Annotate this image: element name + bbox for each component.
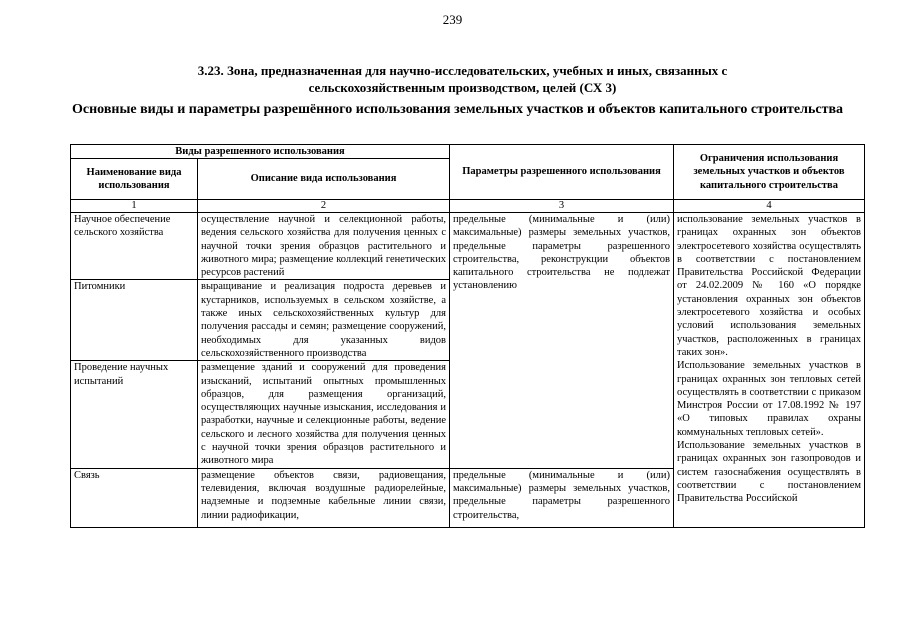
table-row <box>71 213 865 280</box>
use-description <box>198 468 450 527</box>
use-restrictions <box>674 213 865 528</box>
use-description-text: размещение объектов связи, радиовещания, телевидения, включая воздушные радиорелейные, надземные и подземные кабельные линии связи, линии радиофикации, <box>201 469 447 521</box>
use-parameters <box>450 468 674 527</box>
header-permitted-uses: Виды разрешенного использования <box>71 145 450 159</box>
permitted-use-table <box>70 144 865 528</box>
column-number-3: 3 <box>450 200 674 213</box>
header-row-1 <box>71 145 865 159</box>
restrictions-paragraph-2: Использование земельных участков в границах охранных зон тепловых сетей осуществлять в соответствии с приказом Минстроя России от 17.08.1992 № 197 «О типовых правилах охраны коммунальных тепловых сетей». <box>677 360 862 438</box>
table-heading: Основные виды и параметры разрешённого использования земельных участков и объектов капитального строительства <box>72 102 844 117</box>
use-description: осуществление научной и селекционной работы, ведения сельского хозяйства для получения ценных с научной точки зрения образцов растительного и животного мира; размещение коллекций генетических ресурсов растений <box>198 213 450 280</box>
column-number-4: 4 <box>674 200 865 213</box>
use-parameters: предельные (минимальные и (или) максимальные) размеры земельных участков, предельные параметры разрешенного строительства, реконструкции объектов капитального строительства не подлежат установлению <box>450 213 674 469</box>
column-numbers-row <box>71 200 865 213</box>
use-name: Связь <box>71 468 198 527</box>
use-parameters-text: предельные (минимальные и (или) максимальные) размеры земельных участков, предельные параметры разрешенного строительства, <box>453 469 671 521</box>
use-description: размещение зданий и сооружений для проведения изысканий, испытаний опытных промышленных образцов, для размещения организаций, осуществляющих научные изыскания, исследования и разработки, научные и селекционные работы, ведение сельского и лесного хозяйства для получения ценных с научной точки зрения образцов растительного и животного мира <box>198 361 450 468</box>
use-name: Научное обеспечение сельского хозяйства <box>71 213 198 280</box>
use-description: выращивание и реализация подроста деревьев и кустарников, используемых в сельском хозяйстве, а также иных сельскохозяйственных культур для получения рассады и семян; размещение сооружений, необходимых для указанных видов сельскохозяйственного производства <box>198 280 450 361</box>
section-title-line-1: 3.23. Зона, предназначенная для научно-исследовательских, учебных и иных, связанных с <box>197 63 728 78</box>
page-number: 239 <box>442 12 463 27</box>
header-restrictions: Ограничения использования земельных участков и объектов капитального строительства <box>674 145 865 200</box>
header-description: Описание вида использования <box>198 159 450 200</box>
header-parameters: Параметры разрешенного использования <box>450 145 674 200</box>
column-number-2: 2 <box>198 200 450 213</box>
use-name: Проведение научных испытаний <box>71 361 198 468</box>
restrictions-paragraph-1: использование земельных участков в границах охранных зон объектов электросетевого хозяйства осуществлять в соответствии с постановлением Правительства Российской Федерации от 24.02.2009 № 160 «О порядке установления охранных зон объектов электросетевого хозяйства и особых условий использования земельных участков, расположенных в границах таких зон». <box>677 214 862 358</box>
restrictions-paragraph-3: Использование земельных участков в границах охранных зон газопроводов и систем газоснабжения осуществлять в соответствии с постановлением Правительства Российской <box>677 440 862 505</box>
use-name: Питомники <box>71 280 198 361</box>
header-name: Наименование вида использования <box>71 159 198 200</box>
section-title <box>150 62 775 96</box>
section-title-line-2: сельскохозяйственным производством, целей (СХ 3) <box>308 80 617 95</box>
column-number-1: 1 <box>71 200 198 213</box>
